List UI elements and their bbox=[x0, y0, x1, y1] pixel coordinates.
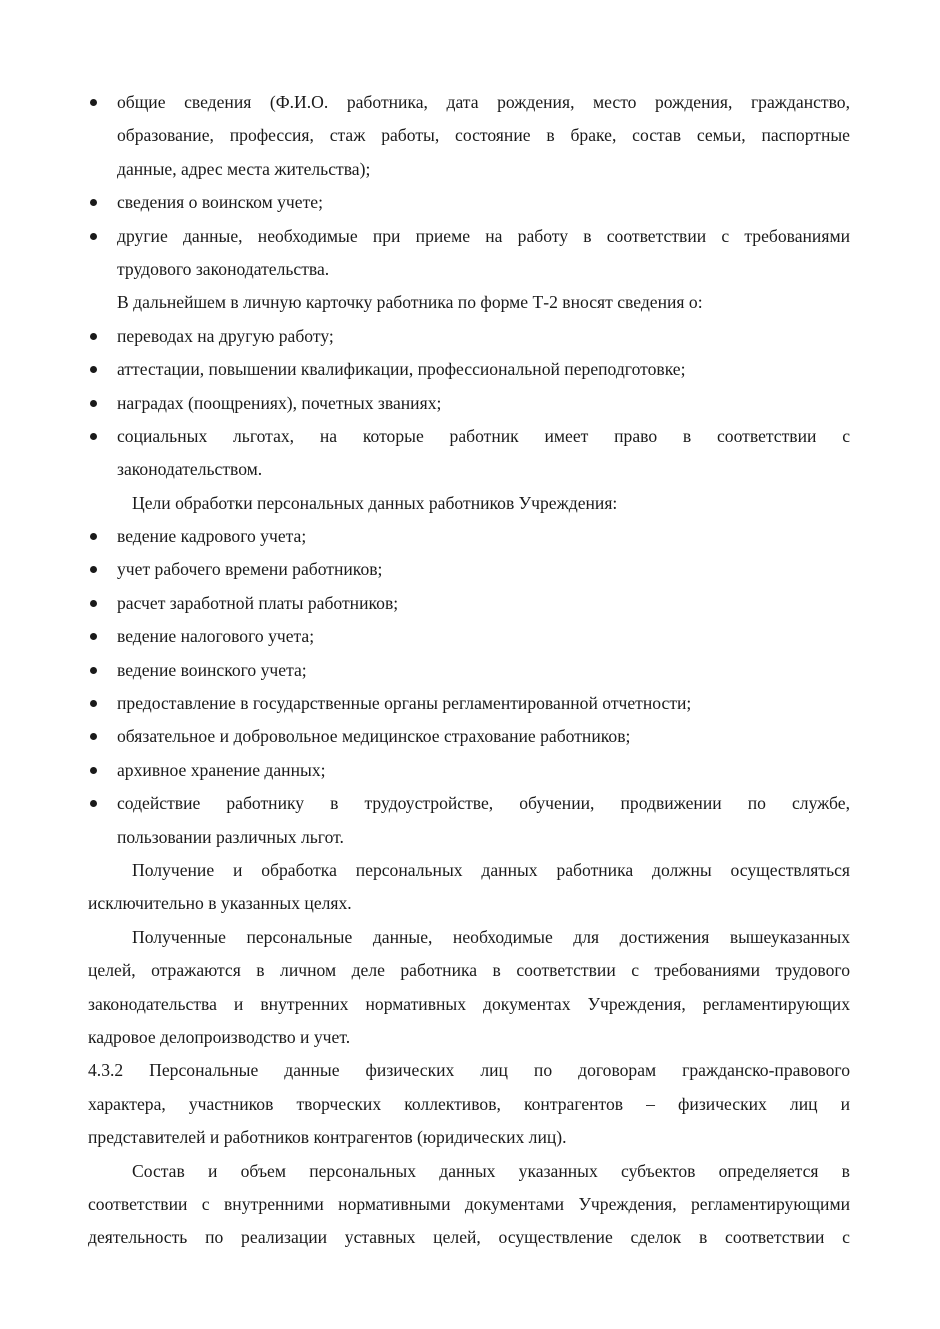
text-line bbox=[88, 1155, 850, 1188]
bullet-icon bbox=[90, 366, 97, 373]
line-text: архивное хранение данных; bbox=[117, 759, 326, 780]
line-text: кадровое делопроизводство и учет. bbox=[88, 1026, 351, 1047]
bullet-icon bbox=[90, 99, 97, 106]
text-line bbox=[88, 854, 850, 887]
line-text: характера, участников творческих коллективов, контрагентов – физических лиц и bbox=[88, 1093, 850, 1114]
text-line bbox=[88, 921, 850, 954]
bullet-icon bbox=[90, 233, 97, 240]
line-text: предоставление в государственные органы регламентированной отчетности; bbox=[117, 693, 692, 714]
text-line bbox=[88, 487, 850, 520]
bullet-icon bbox=[90, 667, 97, 674]
line-text: общие сведения (Ф.И.О. работника, дата рождения, место рождения, гражданство, bbox=[117, 92, 850, 112]
bullet-icon bbox=[90, 433, 97, 440]
line-text: представителей и работников контрагентов (юридических лиц). bbox=[88, 1127, 567, 1148]
line-text: ведение кадрового учета; bbox=[117, 526, 307, 547]
bullet-icon bbox=[90, 700, 97, 707]
line-text: пользовании различных льгот. bbox=[117, 826, 344, 847]
line-text: сведения о воинском учете; bbox=[117, 192, 323, 213]
line-text: исключительно в указанных целях. bbox=[88, 893, 352, 914]
line-text: образование, профессия, стаж работы, состояние в браке, состав семьи, паспортные bbox=[117, 125, 850, 146]
bullet-list-item bbox=[88, 353, 850, 386]
line-text: Состав и объем персональных данных указанных субъектов определяется в bbox=[132, 1160, 850, 1181]
line-text: переводах на другую работу; bbox=[117, 325, 334, 346]
text-line bbox=[88, 1088, 850, 1121]
text-line bbox=[88, 1021, 850, 1054]
line-text: соответствии с внутренними нормативными документами Учреждения, регламентирующими bbox=[88, 1193, 850, 1214]
text-line bbox=[88, 253, 850, 286]
bullet-list-item bbox=[88, 787, 850, 820]
bullet-icon bbox=[90, 600, 97, 607]
bullet-icon bbox=[90, 800, 97, 807]
bullet-list-item bbox=[88, 420, 850, 453]
line-text: содействие работнику в трудоустройстве, обучении, продвижении по службе, bbox=[117, 793, 850, 814]
bullet-icon bbox=[90, 533, 97, 540]
line-text: целей, отражаются в личном деле работника в соответствии с требованиями трудового bbox=[88, 960, 850, 981]
line-text: трудового законодательства. bbox=[117, 258, 330, 279]
line-text: Цели обработки персональных данных работников Учреждения: bbox=[132, 492, 618, 513]
bullet-list-item bbox=[88, 387, 850, 420]
line-text: 4.3.2 Персональные данные физических лиц по договорам гражданско-правового bbox=[88, 1060, 850, 1081]
text-line bbox=[88, 286, 850, 319]
text-line bbox=[88, 887, 850, 920]
line-text: данные, адрес места жительства); bbox=[117, 158, 371, 179]
text-line bbox=[88, 954, 850, 987]
text-line bbox=[88, 153, 850, 186]
bullet-list-item bbox=[88, 86, 850, 119]
bullet-icon bbox=[90, 333, 97, 340]
line-text: социальных льготах, на которые работник имеет право в соответствии с bbox=[117, 425, 850, 446]
text-line bbox=[88, 821, 850, 854]
line-text: законодательством. bbox=[117, 459, 263, 480]
bullet-icon bbox=[90, 633, 97, 640]
bullet-list-item bbox=[88, 587, 850, 620]
bullet-icon bbox=[90, 400, 97, 407]
bullet-list-item bbox=[88, 754, 850, 787]
text-line bbox=[88, 1221, 850, 1254]
line-text: Полученные персональные данные, необходимые для достижения вышеуказанных bbox=[132, 926, 850, 947]
text-line bbox=[88, 1121, 850, 1154]
text-line bbox=[88, 119, 850, 152]
line-text: ведение воинского учета; bbox=[117, 659, 307, 680]
line-text: учет рабочего времени работников; bbox=[117, 559, 383, 580]
line-text: наградах (поощрениях), почетных званиях; bbox=[117, 392, 442, 413]
bullet-icon bbox=[90, 566, 97, 573]
bullet-list-item bbox=[88, 654, 850, 687]
bullet-list-item bbox=[88, 186, 850, 219]
line-text: обязательное и добровольное медицинское страхование работников; bbox=[117, 726, 631, 747]
bullet-list-item bbox=[88, 553, 850, 586]
line-text: ведение налогового учета; bbox=[117, 626, 315, 647]
bullet-list-item bbox=[88, 720, 850, 753]
bullet-icon bbox=[90, 733, 97, 740]
document-body bbox=[88, 86, 850, 1255]
line-text: аттестации, повышении квалификации, профессиональной переподготовке; bbox=[117, 359, 686, 380]
line-text: другие данные, необходимые при приеме на работу в соответствии с требованиями bbox=[117, 225, 850, 246]
bullet-list-item bbox=[88, 220, 850, 253]
text-line bbox=[88, 453, 850, 486]
bullet-icon bbox=[90, 199, 97, 206]
bullet-list-item bbox=[88, 687, 850, 720]
line-text: В дальнейшем в личную карточку работника по форме Т-2 вносят сведения о: bbox=[117, 292, 703, 313]
bullet-icon bbox=[90, 767, 97, 774]
line-text: расчет заработной платы работников; bbox=[117, 592, 399, 613]
bullet-list-item bbox=[88, 320, 850, 353]
text-line bbox=[88, 988, 850, 1021]
line-text: Получение и обработка персональных данных работника должны осуществляться bbox=[132, 859, 850, 880]
text-line bbox=[88, 1188, 850, 1221]
line-text: законодательства и внутренних нормативных документах Учреждения, регламентирующих bbox=[88, 993, 850, 1014]
bullet-list-item bbox=[88, 620, 850, 653]
text-line bbox=[88, 1054, 850, 1087]
line-text: деятельность по реализации уставных целей, осуществление сделок в соответствии с bbox=[88, 1227, 850, 1248]
bullet-list-item bbox=[88, 520, 850, 553]
